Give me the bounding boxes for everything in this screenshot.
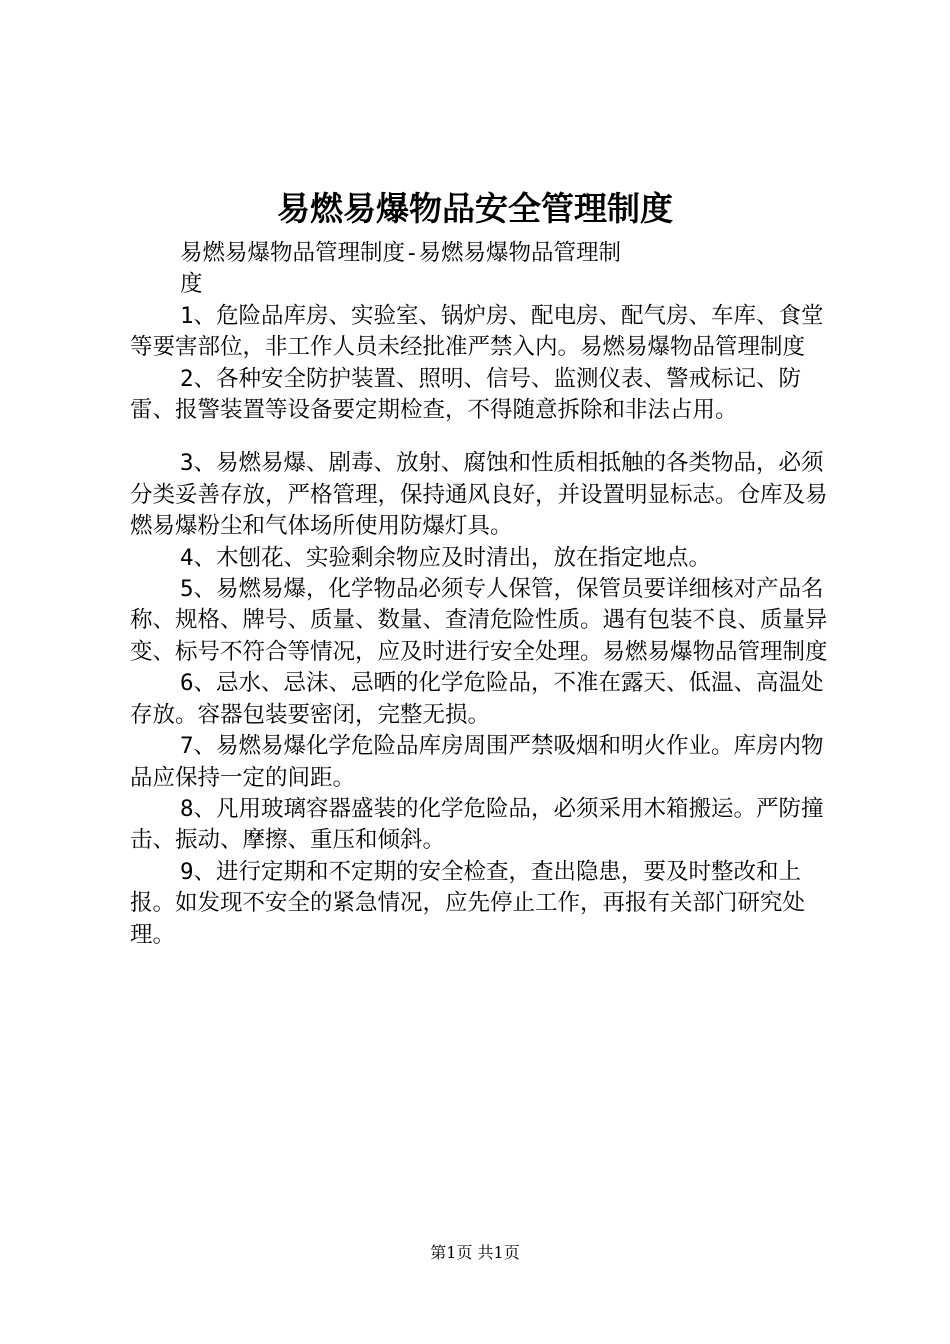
paragraph-1: 1、危险品库房、实验室、锅炉房、配电房、配气房、车库、食堂等要害部位，非工作人员未经批准严禁入内。易燃易爆物品管理制度 <box>130 302 824 361</box>
paragraph-7: 7、易燃易爆化学危险品库房周围严禁吸烟和明火作业。库房内物品应保持一定的间距。 <box>130 733 824 791</box>
paragraph-6: 6、忌水、忌沫、忌晒的化学危险品，不准在露天、低温、高温处存放。容器包装要密闭，完整无损。 <box>130 670 824 728</box>
paragraph-9: 9、进行定期和不定期的安全检查，查出隐患，要及时整改和上报。如发现不安全的紧急情况，应先停止工作，再报有关部门研究处理。 <box>130 858 806 948</box>
paragraph-3: 3、易燃易爆、剧毒、放射、腐蚀和性质相抵触的各类物品，必须分类妥善存放，严格管理，保持通风良好，并设置明显标志。仓库及易燃易爆粉尘和气体场所使用防爆灯具。 <box>130 450 828 540</box>
page-title: 易燃易爆物品安全管理制度 <box>277 189 673 228</box>
paragraph-4: 4、木刨花、实验剩余物应及时清出，放在指定地点。 <box>180 544 712 571</box>
paragraph-5: 5、易燃易爆，化学物品必须专人保管，保管员要详细核对产品名称、规格、牌号、质量、数量、查清危险性质。遇有包装不良、质量异变、标号不符合等情况，应及时进行安全处理。易燃易爆物品管理制度 <box>130 576 828 665</box>
paragraph-8: 8、凡用玻璃容器盛装的化学危险品，必须采用木箱搬运。严防撞击、振动、摩擦、重压和倾斜。 <box>130 795 824 854</box>
page-footer: 第1页 共1页 <box>430 1243 520 1262</box>
document-body <box>130 238 846 951</box>
paragraph-2: 2、各种安全防护装置、照明、信号、监测仪表、警戒标记、防雷、报警装置等设备要定期检查，不得随意拆除和非法占用。 <box>130 365 802 424</box>
document-subtitle: 易燃易爆物品管理制度-易燃易爆物品管理制度 <box>180 240 622 298</box>
